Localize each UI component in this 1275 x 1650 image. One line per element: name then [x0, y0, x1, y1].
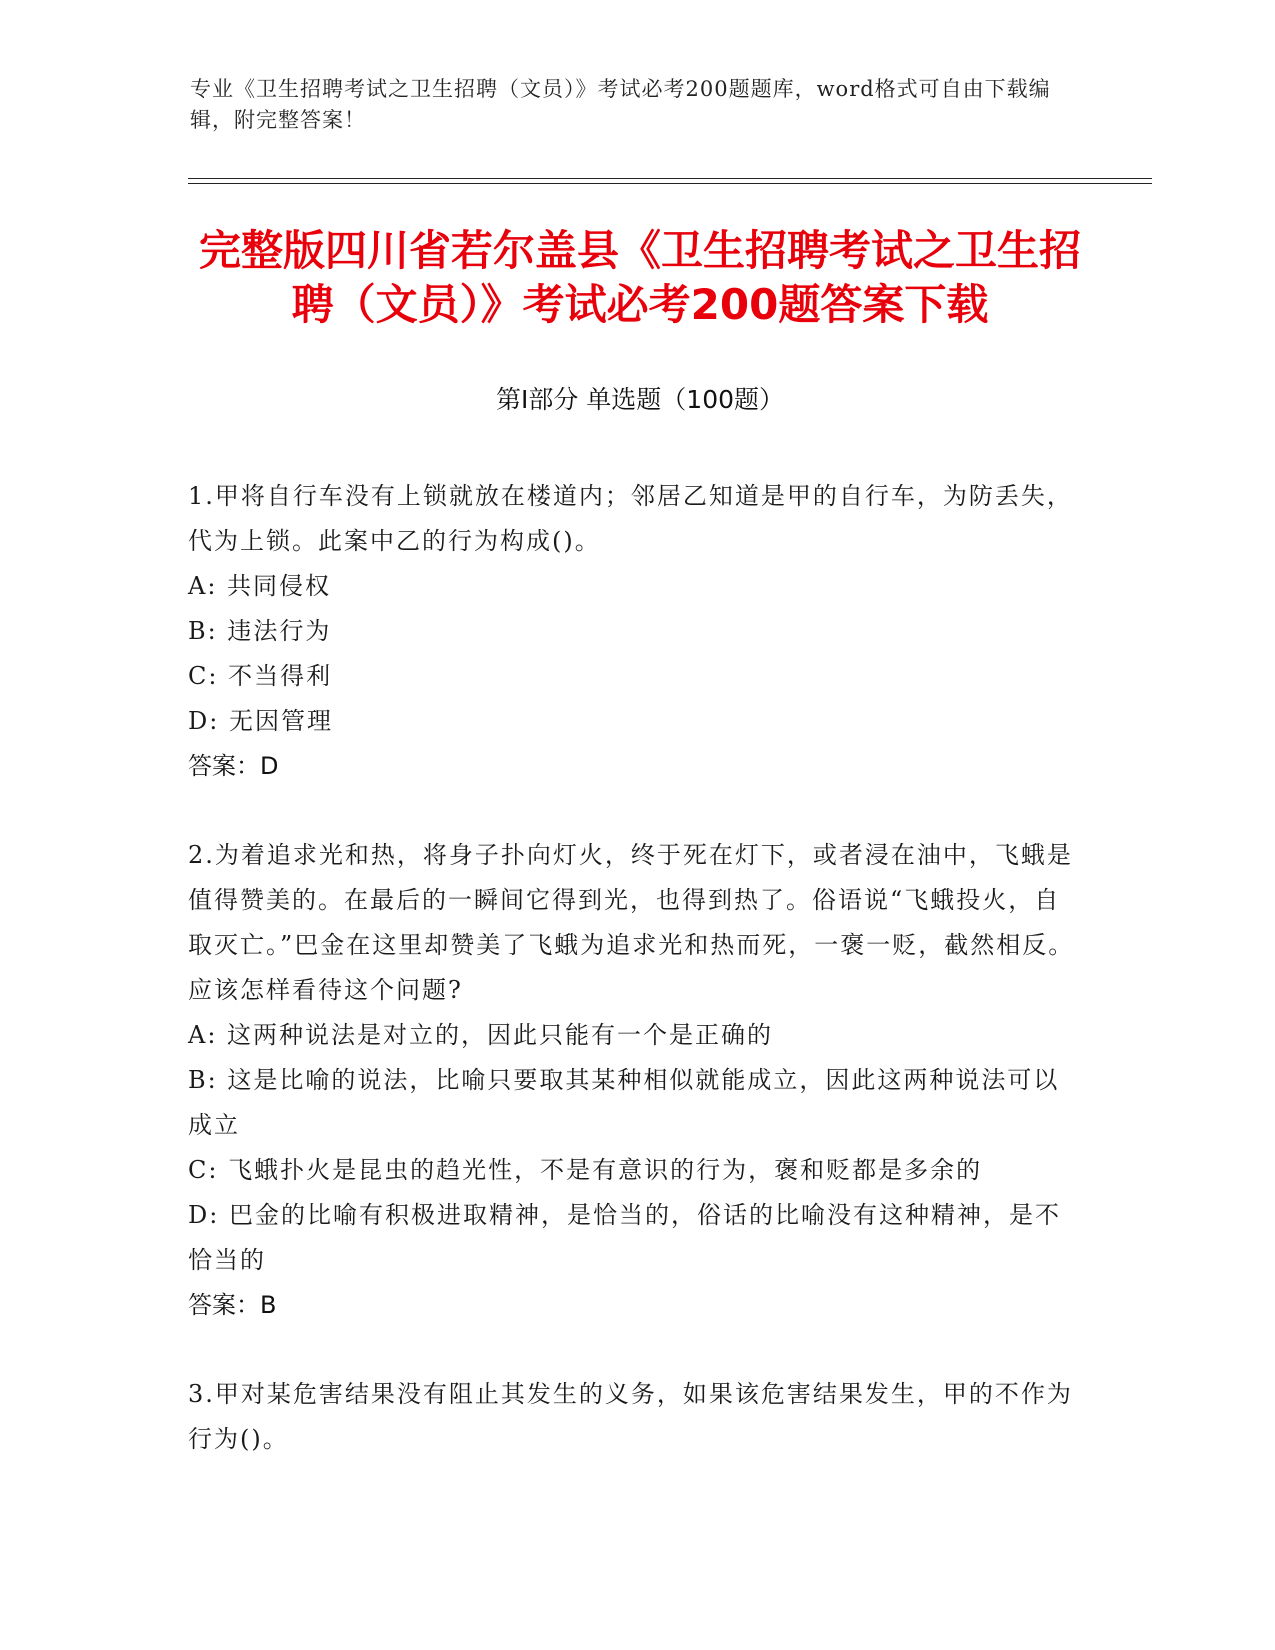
header-divider	[188, 178, 1152, 179]
answer: 答案：B	[188, 1291, 277, 1319]
header-note: 专业《卫生招聘考试之卫生招聘（文员）》考试必考200题题库，word格式可自由下载编辑，附完整答案！	[190, 77, 1051, 132]
option-b: B: 违法行为	[188, 617, 332, 645]
option-a: A: 共同侵权	[188, 572, 332, 600]
answer: 答案：D	[188, 752, 279, 780]
header-divider-second	[188, 183, 1152, 184]
question-list	[188, 474, 1078, 1506]
option-c: C: 不当得利	[188, 662, 333, 690]
question-text: 3.甲对某危害结果没有阻止其发生的义务，如果该危害结果发生，甲的不作为行为()。	[188, 1380, 1073, 1453]
option-d: D: 巴金的比喻有积极进取精神，是恰当的，俗话的比喻没有这种精神，是不恰当的	[188, 1201, 1061, 1274]
question-text: 1.甲将自行车没有上锁就放在楼道内；邻居乙知道是甲的自行车，为防丢失，代为上锁。此案中乙的行为构成()。	[188, 482, 1073, 555]
section-title: 第Ⅰ部分 单选题（100题）	[495, 385, 785, 414]
question-2	[188, 833, 1078, 1328]
document-title: 完整版四川省若尔盖县《卫生招聘考试之卫生招聘（文员）》考试必考200题答案下载	[198, 226, 1081, 329]
question-3	[188, 1372, 1078, 1462]
question-text: 2.为着追求光和热，将身子扑向灯火，终于死在灯下，或者浸在油中，飞蛾是值得赞美的。在最后的一瞬间它得到光，也得到热了。俗语说“飞蛾投火，自取灭亡。”巴金在这里却赞美了飞蛾为追求光和热而死，一褒一贬，截然相反。应该怎样看待这个问题?	[188, 841, 1075, 1004]
option-a: A: 这两种说法是对立的，因此只能有一个是正确的	[188, 1021, 774, 1049]
option-d: D: 无因管理	[188, 707, 333, 735]
option-b: B: 这是比喻的说法，比喻只要取其某种相似就能成立，因此这两种说法可以成立	[188, 1066, 1060, 1139]
option-c: C: 飞蛾扑火是昆虫的趋光性，不是有意识的行为，褒和贬都是多余的	[188, 1156, 983, 1184]
question-1	[188, 474, 1078, 789]
